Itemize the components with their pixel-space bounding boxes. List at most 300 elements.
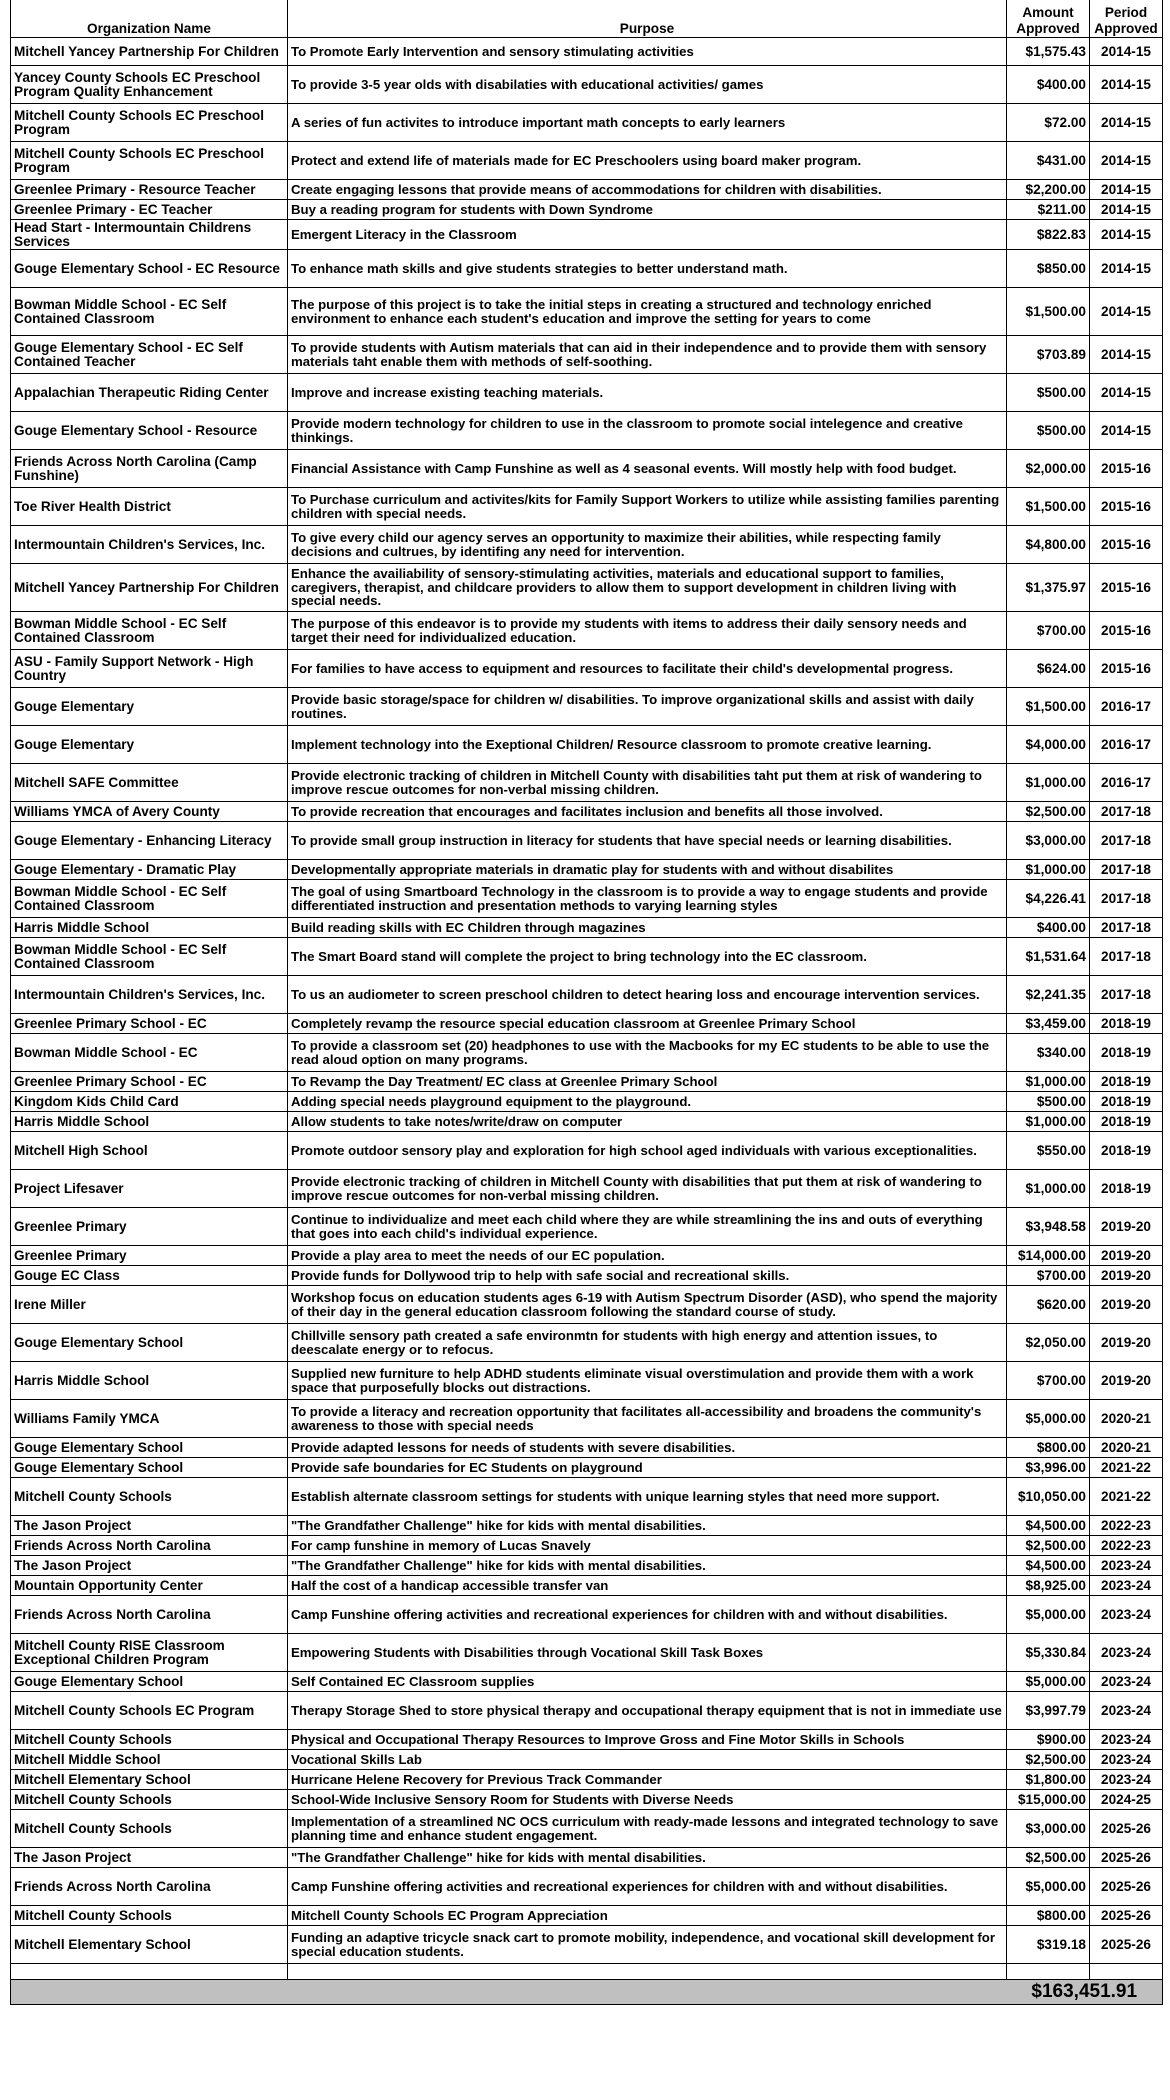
table-row (11, 1556, 1163, 1576)
cell-purpose: Self Contained EC Classroom supplies (288, 1672, 1007, 1692)
table-row (11, 1576, 1163, 1596)
header-period-approved: Period Approved (1090, 0, 1163, 38)
table-row (11, 860, 1163, 880)
cell-purpose: Enhance the availiability of sensory-stimulating activities, materials and educational support to families, caregivers, therapist, and childcare providers to allow them to support development in children living with special needs. (288, 564, 1007, 612)
total-row (11, 1980, 1163, 2005)
cell-period-approved: 2018-19 (1090, 1170, 1163, 1208)
cell-purpose: Provide funds for Dollywood trip to help with safe social and recreational skills. (288, 1266, 1007, 1286)
cell-amount-approved: $3,997.79 (1007, 1692, 1090, 1730)
cell-amount-approved: $2,500.00 (1007, 802, 1090, 822)
cell-period-approved: 2017-18 (1090, 880, 1163, 918)
cell-purpose: Empowering Students with Disabilities through Vocational Skill Task Boxes (288, 1634, 1007, 1672)
cell-purpose: Provide basic storage/space for children w/ disabilities. To improve organizational skills and assist with daily routines. (288, 688, 1007, 726)
cell-period-approved: 2017-18 (1090, 938, 1163, 976)
cell-period-approved: 2020-21 (1090, 1400, 1163, 1438)
cell-organization-name: Gouge Elementary - Dramatic Play (11, 860, 288, 880)
table-row (11, 1516, 1163, 1536)
table-row (11, 288, 1163, 336)
table-row (11, 1014, 1163, 1034)
cell-purpose: "The Grandfather Challenge" hike for kids with mental disabilities. (288, 1516, 1007, 1536)
cell-organization-name: Gouge Elementary School (11, 1438, 288, 1458)
cell-purpose: Camp Funshine offering activities and recreational experiences for children with and without disabilities. (288, 1596, 1007, 1634)
cell-amount-approved: $620.00 (1007, 1286, 1090, 1324)
cell-organization-name: Gouge Elementary School (11, 1324, 288, 1362)
table-row (11, 374, 1163, 412)
table-row (11, 880, 1163, 918)
cell-purpose: To provide recreation that encourages and facilitates inclusion and benefits all those involved. (288, 802, 1007, 822)
cell-amount-approved: $2,000.00 (1007, 450, 1090, 488)
cell-period-approved: 2023-24 (1090, 1556, 1163, 1576)
cell-period-approved: 2025-26 (1090, 1848, 1163, 1868)
table-row (11, 1112, 1163, 1132)
cell-purpose: Half the cost of a handicap accessible transfer van (288, 1576, 1007, 1596)
cell-organization-name: Mitchell County Schools (11, 1478, 288, 1516)
cell-organization-name: Mitchell County Schools (11, 1906, 288, 1926)
cell-organization-name: Gouge Elementary - Enhancing Literacy (11, 822, 288, 860)
cell-period-approved: 2023-24 (1090, 1576, 1163, 1596)
table-row (11, 488, 1163, 526)
cell-period-approved: 2025-26 (1090, 1810, 1163, 1848)
cell-period-approved: 2018-19 (1090, 1092, 1163, 1112)
cell-purpose: The goal of using Smartboard Technology in the classroom is to provide a way to engage students and provide differentiated instruction and presentation methods to varying learning styles (288, 880, 1007, 918)
cell-amount-approved: $4,500.00 (1007, 1516, 1090, 1536)
cell-period-approved: 2021-22 (1090, 1478, 1163, 1516)
grants-table (10, 0, 1163, 2005)
cell-amount-approved: $4,000.00 (1007, 726, 1090, 764)
cell-period-approved: 2024-25 (1090, 1790, 1163, 1810)
cell-period-approved: 2018-19 (1090, 1034, 1163, 1072)
cell-purpose: Improve and increase existing teaching materials. (288, 374, 1007, 412)
table-row (11, 802, 1163, 822)
cell-period-approved: 2017-18 (1090, 822, 1163, 860)
table-row (11, 726, 1163, 764)
table-body (11, 38, 1163, 1964)
cell-organization-name: Mitchell SAFE Committee (11, 764, 288, 802)
cell-organization-name: Gouge Elementary School - EC Resource (11, 250, 288, 288)
cell-amount-approved: $1,000.00 (1007, 764, 1090, 802)
cell-period-approved: 2023-24 (1090, 1730, 1163, 1750)
cell-purpose: Camp Funshine offering activities and recreational experiences for children with and without disabilities. (288, 1868, 1007, 1906)
table-row (11, 938, 1163, 976)
cell-amount-approved: $1,000.00 (1007, 1072, 1090, 1092)
cell-amount-approved: $5,330.84 (1007, 1634, 1090, 1672)
table-row (11, 1034, 1163, 1072)
cell-period-approved: 2023-24 (1090, 1692, 1163, 1730)
cell-amount-approved: $340.00 (1007, 1034, 1090, 1072)
table-row (11, 1730, 1163, 1750)
table-row (11, 1072, 1163, 1092)
cell-amount-approved: $3,459.00 (1007, 1014, 1090, 1034)
cell-purpose: Provide adapted lessons for needs of students with severe disabilities. (288, 1438, 1007, 1458)
table-row (11, 1634, 1163, 1672)
cell-organization-name: Friends Across North Carolina (11, 1596, 288, 1634)
cell-period-approved: 2017-18 (1090, 802, 1163, 822)
cell-period-approved: 2015-16 (1090, 526, 1163, 564)
cell-purpose: Funding an adaptive tricycle snack cart to promote mobility, independence, and vocational skill development for special education students. (288, 1926, 1007, 1964)
cell-amount-approved: $1,000.00 (1007, 1170, 1090, 1208)
cell-amount-approved: $900.00 (1007, 1730, 1090, 1750)
cell-amount-approved: $1,531.64 (1007, 938, 1090, 976)
cell-period-approved: 2018-19 (1090, 1132, 1163, 1170)
cell-organization-name: Mitchell Yancey Partnership For Children (11, 38, 288, 66)
cell-period-approved: 2022-23 (1090, 1536, 1163, 1556)
cell-organization-name: Greenlee Primary School - EC (11, 1014, 288, 1034)
cell-purpose: Workshop focus on education students ages 6-19 with Autism Spectrum Disorder (ASD), who spend the majority of their day in the general education classroom following the standard course of study. (288, 1286, 1007, 1324)
cell-amount-approved: $1,500.00 (1007, 288, 1090, 336)
cell-period-approved: 2017-18 (1090, 976, 1163, 1014)
grand-total: $163,451.91 (1007, 1980, 1163, 2005)
cell-amount-approved: $5,000.00 (1007, 1400, 1090, 1438)
cell-period-approved: 2022-23 (1090, 1516, 1163, 1536)
table-row (11, 1246, 1163, 1266)
cell-purpose: For camp funshine in memory of Lucas Snavely (288, 1536, 1007, 1556)
cell-organization-name: ASU - Family Support Network - High Country (11, 650, 288, 688)
cell-purpose: Vocational Skills Lab (288, 1750, 1007, 1770)
cell-period-approved: 2023-24 (1090, 1770, 1163, 1790)
cell-purpose: Completely revamp the resource special education classroom at Greenlee Primary School (288, 1014, 1007, 1034)
cell-period-approved: 2014-15 (1090, 180, 1163, 200)
cell-purpose: Provide electronic tracking of children in Mitchell County with disabilities that put them at risk of wandering to improve rescue outcomes for non-verbal missing children. (288, 1170, 1007, 1208)
cell-period-approved: 2014-15 (1090, 412, 1163, 450)
cell-organization-name: Mitchell County Schools EC Preschool Program (11, 104, 288, 142)
cell-organization-name: The Jason Project (11, 1516, 288, 1536)
table-row (11, 1906, 1163, 1926)
cell-purpose: To provide 3-5 year olds with disabilaties with educational activities/ games (288, 66, 1007, 104)
header-organization-name: Organization Name (11, 0, 288, 38)
cell-amount-approved: $500.00 (1007, 412, 1090, 450)
cell-purpose: Supplied new furniture to help ADHD students eliminate visual overstimulation and provide them with a work space that purposefully blocks out distractions. (288, 1362, 1007, 1400)
cell-amount-approved: $2,050.00 (1007, 1324, 1090, 1362)
cell-purpose: Allow students to take notes/write/draw on computer (288, 1112, 1007, 1132)
table-row (11, 250, 1163, 288)
cell-amount-approved: $1,575.43 (1007, 38, 1090, 66)
cell-period-approved: 2014-15 (1090, 288, 1163, 336)
cell-period-approved: 2014-15 (1090, 374, 1163, 412)
cell-purpose: For families to have access to equipment and resources to facilitate their child's developmental progress. (288, 650, 1007, 688)
cell-organization-name: Yancey County Schools EC Preschool Program Quality Enhancement (11, 66, 288, 104)
cell-amount-approved: $550.00 (1007, 1132, 1090, 1170)
table-row (11, 1458, 1163, 1478)
cell-purpose: Developmentally appropriate materials in dramatic play for students with and without disabilites (288, 860, 1007, 880)
cell-amount-approved: $1,500.00 (1007, 688, 1090, 726)
cell-purpose: Provide modern technology for children to use in the classroom to promote social intelegence and creative thinkings. (288, 412, 1007, 450)
table-row (11, 526, 1163, 564)
cell-organization-name: Harris Middle School (11, 918, 288, 938)
table-row (11, 336, 1163, 374)
cell-purpose: School-Wide Inclusive Sensory Room for Students with Diverse Needs (288, 1790, 1007, 1810)
cell-organization-name: Gouge EC Class (11, 1266, 288, 1286)
cell-amount-approved: $1,800.00 (1007, 1770, 1090, 1790)
cell-purpose: To Promote Early Intervention and sensory stimulating activities (288, 38, 1007, 66)
cell-organization-name: Gouge Elementary School (11, 1672, 288, 1692)
cell-amount-approved: $700.00 (1007, 612, 1090, 650)
cell-amount-approved: $3,996.00 (1007, 1458, 1090, 1478)
table-row (11, 650, 1163, 688)
cell-organization-name: Bowman Middle School - EC (11, 1034, 288, 1072)
cell-purpose: To enhance math skills and give students strategies to better understand math. (288, 250, 1007, 288)
cell-amount-approved: $500.00 (1007, 374, 1090, 412)
cell-amount-approved: $3,948.58 (1007, 1208, 1090, 1246)
cell-organization-name: Greenlee Primary School - EC (11, 1072, 288, 1092)
table-row (11, 1362, 1163, 1400)
cell-purpose: To provide a classroom set (20) headphones to use with the Macbooks for my EC students to be able to use the read aloud option on many programs. (288, 1034, 1007, 1072)
blank-row (11, 1964, 1163, 1980)
cell-purpose: Mitchell County Schools EC Program Appreciation (288, 1906, 1007, 1926)
table-row (11, 200, 1163, 220)
cell-organization-name: Harris Middle School (11, 1362, 288, 1400)
cell-organization-name: Head Start - Intermountain Childrens Services (11, 220, 288, 250)
cell-period-approved: 2023-24 (1090, 1596, 1163, 1634)
cell-amount-approved: $4,500.00 (1007, 1556, 1090, 1576)
cell-organization-name: Gouge Elementary School - Resource (11, 412, 288, 450)
table-row (11, 1770, 1163, 1790)
cell-amount-approved: $3,000.00 (1007, 822, 1090, 860)
cell-organization-name: The Jason Project (11, 1848, 288, 1868)
table-row (11, 1868, 1163, 1906)
cell-amount-approved: $800.00 (1007, 1438, 1090, 1458)
cell-amount-approved: $1,000.00 (1007, 860, 1090, 880)
table-row (11, 1810, 1163, 1848)
table-row (11, 1672, 1163, 1692)
cell-purpose: Continue to individualize and meet each child where they are while streamlining the ins and outs of everything that goes into each child's individual experience. (288, 1208, 1007, 1246)
cell-organization-name: Intermountain Children's Services, Inc. (11, 976, 288, 1014)
cell-purpose: Therapy Storage Shed to store physical therapy and occupational therapy equipment that is not in immediate use (288, 1692, 1007, 1730)
cell-amount-approved: $14,000.00 (1007, 1246, 1090, 1266)
cell-period-approved: 2017-18 (1090, 918, 1163, 938)
cell-purpose: Provide safe boundaries for EC Students on playground (288, 1458, 1007, 1478)
cell-organization-name: Mitchell County Schools EC Program (11, 1692, 288, 1730)
cell-purpose: Buy a reading program for students with Down Syndrome (288, 200, 1007, 220)
cell-amount-approved: $800.00 (1007, 1906, 1090, 1926)
cell-purpose: To us an audiometer to screen preschool children to detect hearing loss and encourage intervention services. (288, 976, 1007, 1014)
table-row (11, 104, 1163, 142)
cell-period-approved: 2014-15 (1090, 336, 1163, 374)
cell-organization-name: Mitchell County Schools EC Preschool Program (11, 142, 288, 180)
cell-period-approved: 2019-20 (1090, 1362, 1163, 1400)
cell-amount-approved: $703.89 (1007, 336, 1090, 374)
cell-organization-name: Greenlee Primary (11, 1208, 288, 1246)
cell-amount-approved: $4,800.00 (1007, 526, 1090, 564)
cell-period-approved: 2014-15 (1090, 142, 1163, 180)
cell-period-approved: 2014-15 (1090, 38, 1163, 66)
cell-period-approved: 2014-15 (1090, 220, 1163, 250)
cell-amount-approved: $8,925.00 (1007, 1576, 1090, 1596)
cell-purpose: Provide electronic tracking of children in Mitchell County with disabilities taht put them at risk of wandering to improve rescue outcomes for non-verbal missing children. (288, 764, 1007, 802)
cell-amount-approved: $1,375.97 (1007, 564, 1090, 612)
cell-period-approved: 2017-18 (1090, 860, 1163, 880)
cell-organization-name: Gouge Elementary School - EC Self Contained Teacher (11, 336, 288, 374)
cell-amount-approved: $5,000.00 (1007, 1868, 1090, 1906)
cell-organization-name: Gouge Elementary (11, 726, 288, 764)
table-row (11, 180, 1163, 200)
cell-organization-name: Mitchell Middle School (11, 1750, 288, 1770)
cell-amount-approved: $850.00 (1007, 250, 1090, 288)
cell-purpose: The Smart Board stand will complete the project to bring technology into the EC classroom. (288, 938, 1007, 976)
cell-purpose: The purpose of this endeavor is to provide my students with items to address their daily sensory needs and target their need for individualized education. (288, 612, 1007, 650)
table-row (11, 142, 1163, 180)
cell-amount-approved: $15,000.00 (1007, 1790, 1090, 1810)
table-row (11, 1324, 1163, 1362)
cell-organization-name: Mitchell County Schools (11, 1790, 288, 1810)
cell-amount-approved: $431.00 (1007, 142, 1090, 180)
header-row (11, 0, 1163, 38)
cell-period-approved: 2018-19 (1090, 1112, 1163, 1132)
cell-purpose: To give every child our agency serves an opportunity to maximize their abilities, while respecting family decisions and cultrues, by identifing any need for intervention. (288, 526, 1007, 564)
cell-purpose: Build reading skills with EC Children through magazines (288, 918, 1007, 938)
cell-period-approved: 2015-16 (1090, 650, 1163, 688)
cell-amount-approved: $2,500.00 (1007, 1536, 1090, 1556)
cell-period-approved: 2014-15 (1090, 66, 1163, 104)
table-row (11, 1170, 1163, 1208)
cell-organization-name: The Jason Project (11, 1556, 288, 1576)
cell-purpose: "The Grandfather Challenge" hike for kids with mental disabilities. (288, 1848, 1007, 1868)
cell-period-approved: 2025-26 (1090, 1906, 1163, 1926)
cell-organization-name: Mitchell Yancey Partnership For Children (11, 564, 288, 612)
cell-amount-approved: $500.00 (1007, 1092, 1090, 1112)
cell-purpose: Promote outdoor sensory play and exploration for high school aged individuals with various exceptionalities. (288, 1132, 1007, 1170)
cell-organization-name: Appalachian Therapeutic Riding Center (11, 374, 288, 412)
cell-purpose: Adding special needs playground equipment to the playground. (288, 1092, 1007, 1112)
cell-amount-approved: $72.00 (1007, 104, 1090, 142)
table-row (11, 1266, 1163, 1286)
cell-period-approved: 2015-16 (1090, 612, 1163, 650)
cell-purpose: Implementation of a streamlined NC OCS curriculum with ready-made lessons and integrated technology to save planning time and enhance student engagement. (288, 1810, 1007, 1848)
cell-organization-name: Mitchell County Schools (11, 1730, 288, 1750)
table-row (11, 450, 1163, 488)
cell-amount-approved: $5,000.00 (1007, 1596, 1090, 1634)
cell-amount-approved: $1,000.00 (1007, 1112, 1090, 1132)
cell-period-approved: 2014-15 (1090, 250, 1163, 288)
cell-period-approved: 2019-20 (1090, 1286, 1163, 1324)
cell-organization-name: Mitchell County Schools (11, 1810, 288, 1848)
cell-organization-name: Irene Miller (11, 1286, 288, 1324)
table-row (11, 1790, 1163, 1810)
cell-period-approved: 2019-20 (1090, 1266, 1163, 1286)
cell-amount-approved: $700.00 (1007, 1266, 1090, 1286)
cell-purpose: To Revamp the Day Treatment/ EC class at Greenlee Primary School (288, 1072, 1007, 1092)
table-row (11, 1692, 1163, 1730)
cell-purpose: Establish alternate classroom settings for students with unique learning styles that need more support. (288, 1478, 1007, 1516)
table-row (11, 1286, 1163, 1324)
cell-period-approved: 2015-16 (1090, 488, 1163, 526)
cell-organization-name: Gouge Elementary School (11, 1458, 288, 1478)
cell-purpose: To provide a literacy and recreation opportunity that facilitates all-accessibility and broadens the community's awareness to those with special needs (288, 1400, 1007, 1438)
table-row (11, 1750, 1163, 1770)
cell-organization-name: Williams YMCA of Avery County (11, 802, 288, 822)
cell-purpose: To provide students with Autism materials that can aid in their independence and to provide them with sensory materials taht enable them with methods of self-soothing. (288, 336, 1007, 374)
cell-amount-approved: $2,500.00 (1007, 1848, 1090, 1868)
cell-amount-approved: $2,500.00 (1007, 1750, 1090, 1770)
cell-organization-name: Bowman Middle School - EC Self Contained Classroom (11, 612, 288, 650)
cell-purpose: Hurricane Helene Recovery for Previous Track Commander (288, 1770, 1007, 1790)
header-purpose: Purpose (288, 0, 1007, 38)
cell-amount-approved: $3,000.00 (1007, 1810, 1090, 1848)
cell-period-approved: 2016-17 (1090, 726, 1163, 764)
cell-period-approved: 2014-15 (1090, 104, 1163, 142)
cell-organization-name: Mitchell Elementary School (11, 1926, 288, 1964)
cell-amount-approved: $5,000.00 (1007, 1672, 1090, 1692)
table-row (11, 822, 1163, 860)
cell-amount-approved: $624.00 (1007, 650, 1090, 688)
cell-organization-name: Intermountain Children's Services, Inc. (11, 526, 288, 564)
cell-amount-approved: $1,500.00 (1007, 488, 1090, 526)
cell-period-approved: 2018-19 (1090, 1014, 1163, 1034)
cell-purpose: Chillville sensory path created a safe environmtn for students with high energy and attention issues, to deescalate energy or to refocus. (288, 1324, 1007, 1362)
table-row (11, 66, 1163, 104)
cell-period-approved: 2021-22 (1090, 1458, 1163, 1478)
cell-organization-name: Mitchell High School (11, 1132, 288, 1170)
table-row (11, 918, 1163, 938)
cell-organization-name: Mitchell Elementary School (11, 1770, 288, 1790)
cell-purpose: Implement technology into the Exeptional Children/ Resource classroom to promote creative learning. (288, 726, 1007, 764)
cell-period-approved: 2014-15 (1090, 200, 1163, 220)
cell-period-approved: 2015-16 (1090, 564, 1163, 612)
cell-period-approved: 2016-17 (1090, 688, 1163, 726)
cell-period-approved: 2019-20 (1090, 1246, 1163, 1266)
cell-organization-name: Greenlee Primary (11, 1246, 288, 1266)
cell-period-approved: 2018-19 (1090, 1072, 1163, 1092)
cell-organization-name: Gouge Elementary (11, 688, 288, 726)
cell-organization-name: Greenlee Primary - Resource Teacher (11, 180, 288, 200)
table-row (11, 1208, 1163, 1246)
cell-purpose: Protect and extend life of materials made for EC Preschoolers using board maker program. (288, 142, 1007, 180)
cell-amount-approved: $400.00 (1007, 66, 1090, 104)
cell-purpose: The purpose of this project is to take the initial steps in creating a structured and technology enriched environment to enhance each student's education and improve the setting for years to come (288, 288, 1007, 336)
cell-period-approved: 2025-26 (1090, 1868, 1163, 1906)
cell-purpose: Emergent Literacy in the Classroom (288, 220, 1007, 250)
table-row (11, 976, 1163, 1014)
cell-purpose: Physical and Occupational Therapy Resources to Improve Gross and Fine Motor Skills in Schools (288, 1730, 1007, 1750)
cell-period-approved: 2015-16 (1090, 450, 1163, 488)
cell-amount-approved: $2,241.35 (1007, 976, 1090, 1014)
cell-amount-approved: $700.00 (1007, 1362, 1090, 1400)
cell-amount-approved: $319.18 (1007, 1926, 1090, 1964)
cell-organization-name: Greenlee Primary - EC Teacher (11, 200, 288, 220)
cell-amount-approved: $4,226.41 (1007, 880, 1090, 918)
cell-period-approved: 2019-20 (1090, 1324, 1163, 1362)
cell-period-approved: 2023-24 (1090, 1750, 1163, 1770)
cell-amount-approved: $822.83 (1007, 220, 1090, 250)
cell-period-approved: 2023-24 (1090, 1672, 1163, 1692)
table-row (11, 1092, 1163, 1112)
table-row (11, 1848, 1163, 1868)
cell-period-approved: 2025-26 (1090, 1926, 1163, 1964)
cell-purpose: A series of fun activites to introduce important math concepts to early learners (288, 104, 1007, 142)
cell-organization-name: Project Lifesaver (11, 1170, 288, 1208)
table-row (11, 1596, 1163, 1634)
cell-period-approved: 2019-20 (1090, 1208, 1163, 1246)
cell-organization-name: Friends Across North Carolina (Camp Funshine) (11, 450, 288, 488)
cell-amount-approved: $400.00 (1007, 918, 1090, 938)
table-row (11, 412, 1163, 450)
table-row (11, 220, 1163, 250)
table-row (11, 764, 1163, 802)
cell-amount-approved: $211.00 (1007, 200, 1090, 220)
table-row (11, 564, 1163, 612)
table-row (11, 1926, 1163, 1964)
table-row (11, 1400, 1163, 1438)
cell-organization-name: Mountain Opportunity Center (11, 1576, 288, 1596)
cell-organization-name: Bowman Middle School - EC Self Contained Classroom (11, 938, 288, 976)
header-amount-approved: Amount Approved (1007, 0, 1090, 38)
table-row (11, 1536, 1163, 1556)
cell-organization-name: Harris Middle School (11, 1112, 288, 1132)
cell-organization-name: Friends Across North Carolina (11, 1536, 288, 1556)
cell-period-approved: 2020-21 (1090, 1438, 1163, 1458)
cell-organization-name: Williams Family YMCA (11, 1400, 288, 1438)
cell-purpose: Create engaging lessons that provide means of accommodations for children with disabilities. (288, 180, 1007, 200)
table-row (11, 612, 1163, 650)
